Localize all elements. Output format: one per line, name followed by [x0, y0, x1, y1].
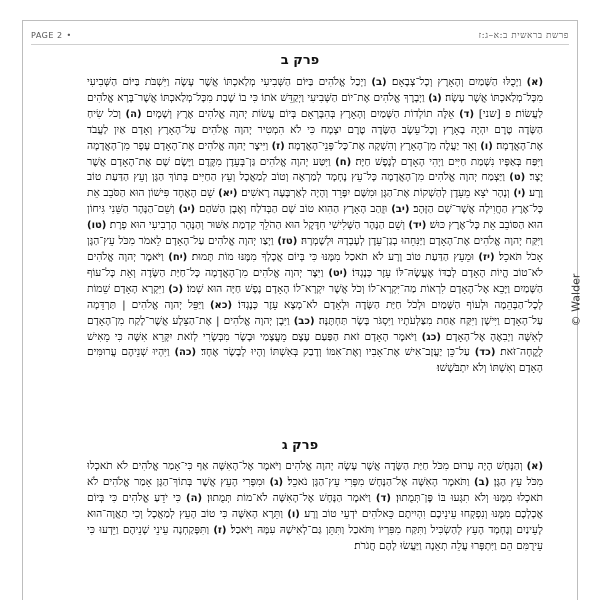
verse-number: (ח)	[335, 156, 352, 168]
verse-text: וַיִּהְיוּ שְׁנֵיהֶם עֲרוּמִּים הָאָדָם וְאִשְׁתּוֹ וְלֹא יִתְבֹּשָׁשׁוּ׃	[87, 346, 543, 375]
section-title: פרשת בראשית ב:א–ג:ז	[478, 30, 569, 41]
copyright-watermark: © Walder	[569, 273, 583, 327]
verse	[142, 108, 475, 120]
verse-text: וּזֲהַב הָאָרֶץ הַהִוא טוֹב שָׁם הַבְּדֹלַח וְאֶבֶן הַשֹּׁהַם׃	[199, 203, 388, 216]
verse-number: (יא)	[218, 188, 238, 200]
verse-number: (יב)	[391, 204, 410, 216]
verse-text: וַיְבָרֶךְ אֱלֹהִים אֶת־יוֹם הַשְּׁבִיעִי וַיְקַדֵּשׁ אֹתוֹ כִּי בוֹ שָׁבַת מִכָּל־מְלַאכְתּוֹ אֲשֶׁר־בָּרָא אֱלֹהִים לַעֲשׂוֹת׃ פ [שני]	[87, 91, 543, 120]
verse-number: (ב)	[474, 476, 490, 488]
verse-text: וַיְכֻלּוּ הַשָּׁמַיִם וְהָאָרֶץ וְכָל־צְבָאָם׃	[391, 76, 522, 88]
verse-number: (ו)	[287, 508, 300, 520]
verse-number: (ז)	[213, 524, 227, 536]
verse-number: (כד)	[474, 347, 496, 359]
verse	[187, 251, 494, 263]
running-head	[31, 26, 569, 45]
verse-number: (א)	[526, 77, 543, 88]
verse-text: אֵלֶּה תוֹלְדוֹת הַשָּׁמַיִם וְהָאָרֶץ בְּהִבָּרְאָם בְּיוֹם עֲשׂוֹת יְהוָה אֱלֹהִים אֶרֶץ וְשָׁמָיִם׃	[146, 107, 455, 120]
verse	[283, 476, 489, 488]
verse-number: (כג)	[421, 331, 441, 343]
verse-text: וְהַנָּחָשׁ הָיָה עָרוּם מִכֹּל חַיַּת הַשָּׂדֶה אֲשֶׁר עָשָׂה יְהוָה אֱלֹהִים וַיֹּאמֶר אֶל־הָאִשָּׁה אַף כִּי־אָמַר אֱלֹהִים לֹא תֹאכְלוּ מִכֹּל עֵץ הַגָּן׃	[87, 460, 543, 488]
verse-number: (כה)	[174, 347, 197, 359]
verse-number: (יח)	[168, 251, 188, 263]
verse-number: (י)	[513, 188, 526, 200]
verse-number: (ג)	[428, 92, 442, 104]
verse-text: וַיִּבֶן יְהוָה אֱלֹהִים | אֶת־הַצֵּלָע אֲשֶׁר־לָקַח מִן־הָאָדָם לְאִשָּׁה וַיְבִאֶהָ אֶל־הָאָדָם׃	[87, 314, 543, 343]
verse-text: וְנָהָר יֹצֵא מֵעֵדֶן לְהַשְׁקוֹת אֶת־הַגָּן וּמִשָּׁם יִפָּרֵד וְהָיָה לְאַרְבָּעָה רָאשִׁים׃	[241, 187, 510, 200]
verse	[285, 140, 493, 152]
verse-number: (ד)	[375, 492, 391, 504]
verse	[196, 346, 495, 358]
verse-text: וַיַּפֵּל יְהוָה אֱלֹהִים | תַּרְדֵּמָה עַל־הָאָדָם וַיִּישָׁן וַיִּקַּח אַחַת מִצַּלְעֹתָיו וַיִּסְגֹּר בָּשָׂר תַּחְתֶּנָּה׃	[87, 298, 543, 327]
verse-number: (יט)	[328, 267, 348, 279]
chapter-2-text	[87, 75, 543, 425]
verse-number: (א)	[526, 461, 543, 472]
verse-text: וַיִּיצֶר יְהוָה אֱלֹהִים אֶת־הָאָדָם עָפָר מִן־הָאֲדָמָה וַיִּפַּח בְּאַפָּיו נִשְׁמַת חַיִּים וַיְהִי הָאָדָם לְנֶפֶשׁ חַיָּה׃	[87, 139, 543, 168]
page-label: PAGE 2	[31, 30, 63, 40]
verse-number: (ה)	[125, 108, 142, 120]
verse-text: וַיִּקְרָא הָאָדָם שֵׁמוֹת לְכָל־הַבְּהֵמָה וּלְעוֹף הַשָּׁמַיִם וּלְכֹל חַיַּת הַשָּׂדֶה וּלְאָדָם לֹא־מָצָא עֵזֶר כְּנֶגְדּוֹ׃	[87, 282, 543, 311]
chapter-3-text	[87, 459, 543, 600]
verse-text: וְאֵד יַעֲלֶה מִן־הָאָרֶץ וְהִשְׁקָה אֶת־כָּל־פְּנֵי־הָאֲדָמָה׃	[288, 139, 477, 152]
verse-number: (ו)	[480, 140, 493, 152]
verse-text: וַיְכַל אֱלֹהִים בַּיּוֹם הַשְּׁבִיעִי מְלַאכְתּוֹ אֲשֶׁר עָשָׂה וַיִּשְׁבֹּת בַּיּוֹם הַשְּׁבִיעִי מִכָּל־מְלַאכְתּוֹ אֲשֶׁר עָשָׂה׃	[87, 76, 543, 104]
verse-number: (ב)	[371, 77, 387, 88]
verse-text: כִּי יֹדֵעַ אֱלֹהִים כִּי בְּיוֹם אֲכָלְכֶם מִמֶּנּוּ וְנִפְקְחוּ עֵינֵיכֶם וִהְיִיתֶם כֵּאלֹהִים יֹדְעֵי טוֹב וָרָע׃	[87, 491, 543, 520]
verse-text: וְכֹל שִׂיחַ הַשָּׂדֶה טֶרֶם יִהְיֶה בָאָרֶץ וְכָל־עֵשֶׂב הַשָּׂדֶה טֶרֶם יִצְמָח כִּי לֹא הִמְטִיר יְהוָה אֱלֹהִים עַל־הָאָרֶץ וְאָדָם אַיִן לַעֲבֹד אֶת־הָאֲדָמָה׃	[87, 107, 543, 152]
verse-text: וַיִּטַּע יְהוָה אֱלֹהִים גַּן־בְּעֵדֶן מִקֶּדֶם וַיָּשֶׂם שָׁם אֶת־הָאָדָם אֲשֶׁר יָצָר׃	[87, 155, 543, 184]
verse-number: (כא)	[209, 299, 233, 311]
verse-number: (כב)	[293, 315, 315, 327]
verse-number: (טו)	[87, 220, 107, 232]
separator-dot: •	[66, 30, 72, 40]
verse-text: שֵׁם הָאֶחָד פִּישׁוֹן הוּא הַסֹּבֵב אֵת כָּל־אֶרֶץ הַחֲוִילָה אֲשֶׁר־שָׁם הַזָּהָב׃	[87, 187, 543, 216]
verse-number: (ט)	[509, 172, 526, 184]
verse-text: וַתֹּאמֶר הָאִשָּׁה אֶל־הַנָּחָשׁ מִפְּרִי עֵץ־הַגָּן נֹאכֵל׃	[287, 475, 470, 488]
verse-text: וּמֵעֵץ הַדַּעַת טוֹב וָרָע לֹא תֹאכַל מִמֶּנּוּ כִּי בְּיוֹם אֲכָלְךָ מִמֶּנּוּ מוֹת תָּמוּת׃	[191, 250, 474, 263]
verse-number: (ד)	[459, 108, 475, 120]
verse-text: וְשֵׁם־הַנָּהָר הַשֵּׁנִי גִּיחוֹן הוּא הַסּוֹבֵב אֵת כָּל־אֶרֶץ כּוּשׁ׃	[87, 203, 543, 232]
verse-text: וַיְצַו יְהוָה אֱלֹהִים עַל־הָאָדָם לֵאמֹר מִכֹּל עֵץ־הַגָּן אָכֹל תֹּאכֵל׃	[87, 235, 543, 263]
verse-text: וַיִּקַּח יְהוָה אֱלֹהִים אֶת־הָאָדָם וַיַּנִּחֵהוּ בְגַן־עֵדֶן לְעָבְדָהּ וּלְשָׁמְרָהּ׃	[301, 235, 543, 248]
verse-number: (יד)	[408, 220, 427, 232]
verse-number: (טז)	[277, 236, 298, 248]
verse-text: וַיֹּאמֶר הָאָדָם זֹאת הַפַּעַם עֶצֶם מֵעֲצָמַי וּבָשָׂר מִבְּשָׂרִי לְזֹאת יִקָּרֵא אִשָּׁה כִּי מֵאִישׁ לֻקֳחָה־זֹּאת׃	[87, 330, 543, 359]
verse	[106, 219, 426, 231]
verse	[387, 76, 543, 88]
verse	[202, 492, 391, 504]
verse-number: (יז)	[478, 251, 495, 263]
verse	[195, 203, 409, 215]
verse-text: וַיַּצְמַח יְהוָה אֱלֹהִים מִן־הָאֲדָמָה כָּל־עֵץ נֶחְמָד לְמַרְאֶה וְטוֹב לְמַאֲכָל וְעֵץ הַחַיִּים בְּתוֹךְ הַגָּן וְעֵץ הַדַּעַת טוֹב וָרָע׃	[87, 171, 543, 200]
verse-text: וַיִּצֶר יְהוָה אֱלֹהִים מִן־הָאֲדָמָה כָּל־חַיַּת הַשָּׂדֶה וְאֵת כָּל־עוֹף הַשָּׁמַיִם וַיָּבֵא אֶל־הָאָדָם לִרְאוֹת מַה־יִּקְרָא־לוֹ וְכֹל אֲשֶׁר יִקְרָא־לוֹ הָאָדָם נֶפֶשׁ חַיָּה הוּא שְׁמוֹ׃	[87, 266, 543, 295]
verse-text: וַיֹּאמֶר הַנָּחָשׁ אֶל־הָאִשָּׁה לֹא־מוֹת תְּמֻתוּן׃	[207, 491, 371, 504]
page-label-group	[31, 31, 76, 40]
verse-text: וַתֵּרֶא הָאִשָּׁה כִּי טוֹב הָעֵץ לְמַאֲכָל וְכִי תַאֲוָה־הוּא לָעֵינַיִם וְנֶחְמָד הָעֵץ לְהַשְׂכִּיל וַתִּקַּח מִפִּרְיוֹ וַתֹּאכַל וַתִּתֵּן גַּם־לְאִישָׁהּ עִמָּהּ וַיֹּאכַל׃	[87, 507, 543, 536]
verse-text: וּמִפְּרִי הָעֵץ אֲשֶׁר בְּתוֹךְ־הַגָּן אָמַר אֱלֹהִים לֹא תֹאכְלוּ מִמֶּנּוּ וְלֹא תִגְּעוּ בּוֹ פֶּן־תְּמֻתוּן׃	[87, 475, 543, 504]
verse-number: (כ)	[168, 283, 184, 295]
chapter-3-heading: פרק ג	[281, 438, 319, 453]
verse-text: וַיֹּאמֶר יְהוָה אֱלֹהִים לֹא־טוֹב הֱיוֹת הָאָדָם לְבַדּוֹ אֶעֱשֶׂהּ־לּוֹ עֵזֶר כְּנֶגְדּוֹ׃	[87, 250, 543, 279]
verse-text: וְשֵׁם הַנָּהָר הַשְּׁלִישִׁי חִדֶּקֶל הוּא הַהֹלֵךְ קִדְמַת אַשּׁוּר וְהַנָּהָר הָרְבִיעִי הוּא פְרָת׃	[109, 219, 405, 232]
verse-number: (ג)	[269, 476, 284, 488]
verse-number: (ז)	[271, 140, 285, 152]
verse-number: (ה)	[186, 492, 203, 504]
verse-text: וַתִּפָּקַחְנָה עֵינֵי שְׁנֵיהֶם וַיֵּדְעוּ כִּי עֵירֻמִּם הֵם וַיִּתְפְּרוּ עֲלֵה תְאֵנָה וַיַּעֲשׂוּ לָהֶם חֲגֹרֹת׃	[87, 523, 543, 552]
verse-number: (יג)	[178, 204, 196, 216]
verse	[237, 187, 525, 199]
chapter-2-heading: פרק ב	[280, 53, 320, 68]
book-page	[22, 20, 578, 600]
verse-text: עַל־כֵּן יַעֲזָב־אִישׁ אֶת־אָבִיו וְאֶת־אִמּוֹ וְדָבַק בְּאִשְׁתּוֹ וְהָיוּ לְבָשָׂר אֶחָד׃	[200, 346, 470, 359]
